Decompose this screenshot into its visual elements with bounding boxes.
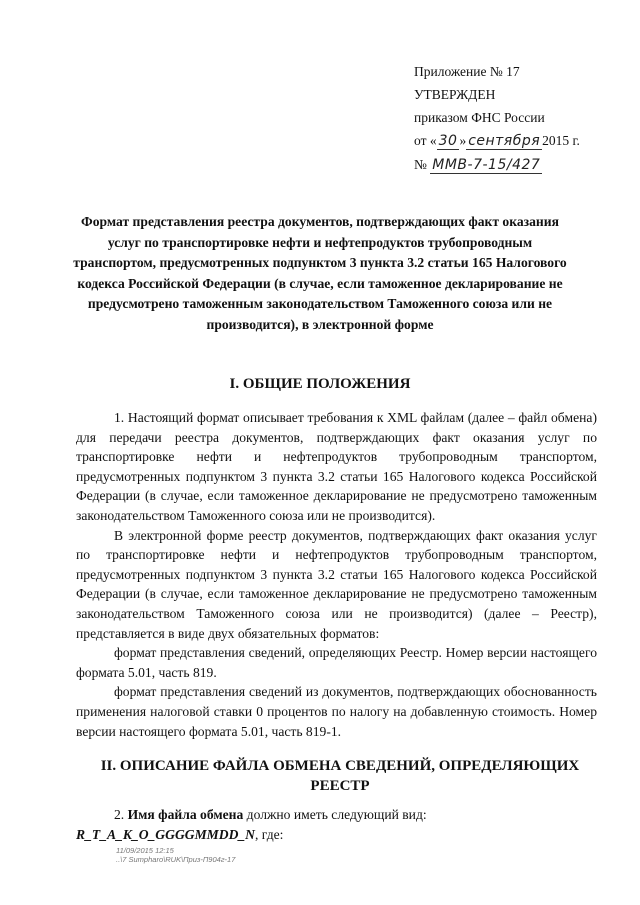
order-number-handwritten: ММВ-7-15/427 xyxy=(432,157,541,173)
paragraph: формат представления сведений из документов, подтверждающих обоснованность применения налоговой ставки 0 процентов по налогу на добавленную стоимость. Номер версии настоящего формата 5.01, часть 819-1. xyxy=(76,684,597,739)
date-suffix: 2015 г. xyxy=(542,133,580,148)
date-prefix: от « xyxy=(414,133,437,148)
paragraph-text: , где: xyxy=(255,826,284,842)
number-prefix: № xyxy=(414,157,427,172)
stamp-line: ..\7 Sumpharo\RUK\Приз-П904г-17 xyxy=(116,855,236,864)
date-month-handwritten: сентября xyxy=(468,133,541,149)
approval-block xyxy=(414,60,614,177)
paragraph: формат представления сведений, определяющих Реестр. Номер версии настоящего формата 5.01, часть 819. xyxy=(76,645,597,680)
appendix-number: Приложение № 17 xyxy=(414,64,520,79)
print-stamp xyxy=(116,846,235,864)
paragraph-text: должно иметь следующий вид: xyxy=(243,807,427,822)
paragraph-number: 2. xyxy=(114,807,128,822)
date-day-handwritten: 30 xyxy=(438,133,458,149)
paragraph xyxy=(76,825,597,845)
paragraph: 1. Настоящий формат описывает требования к XML файлам (далее – файл обмена) для передачи реестра документов, подтверждающих факт оказания услуг по транспортировке нефти и нефтепродуктов трубопроводным транспортом, предусмотренных подпунктом 3 пункта 3.2 статьи 165 Налогового кодекса Российской Федерации (в случае, если таможенное декларирование не предусмотрено таможенным законодательством Таможенного союза или не производится). xyxy=(76,410,597,523)
document-title: Формат представления реестра документов, подтверждающих факт оказания услуг по транспортировке нефти и нефтепродуктов трубопроводным транспортом, предусмотренных подпунктом 3 пункта 3.2 статьи 165 Налогового кодекса Российской Федерации (в случае, если таможенное декларирование не предусмотрено таможенным законодательством Таможенного союза или не производится), в электронной форме xyxy=(73,214,567,332)
order-date xyxy=(414,129,614,153)
paragraph: В электронной форме реестр документов, подтверждающих факт оказания услуг по транспортировке нефти и нефтепродуктов трубопроводным транспортом, предусмотренных подпунктом 3 пункта 3.2 статьи 165 Налогового кодекса Российской Федерации (в случае, если таможенное декларирование не предусмотрено таможенным законодательством Таможенного союза или не производится) (далее – Реестр), представляется в виде двух обязательных форматов: xyxy=(76,527,597,641)
section-1-body xyxy=(76,408,597,741)
date-mid: » xyxy=(459,133,467,148)
file-name-pattern: R_T_A_K_O_GGGGMMDD_N xyxy=(76,826,255,842)
order-number xyxy=(414,153,614,177)
approved-label: УТВЕРЖДЕН xyxy=(414,87,496,102)
section-1-heading: I. ОБЩИЕ ПОЛОЖЕНИЯ xyxy=(229,376,411,392)
section-2-body xyxy=(76,805,597,844)
paragraph xyxy=(76,805,597,825)
stamp-line: 11/09/2015 12:15 xyxy=(116,846,174,855)
order-label: приказом ФНС России xyxy=(414,110,545,125)
section-2-heading: II. ОПИСАНИЕ ФАЙЛА ОБМЕНА СВЕДЕНИЙ, ОПРЕДЕЛЯЮЩИХ РЕЕСТР xyxy=(100,758,580,794)
term-bold: Имя файла обмена xyxy=(127,807,244,822)
